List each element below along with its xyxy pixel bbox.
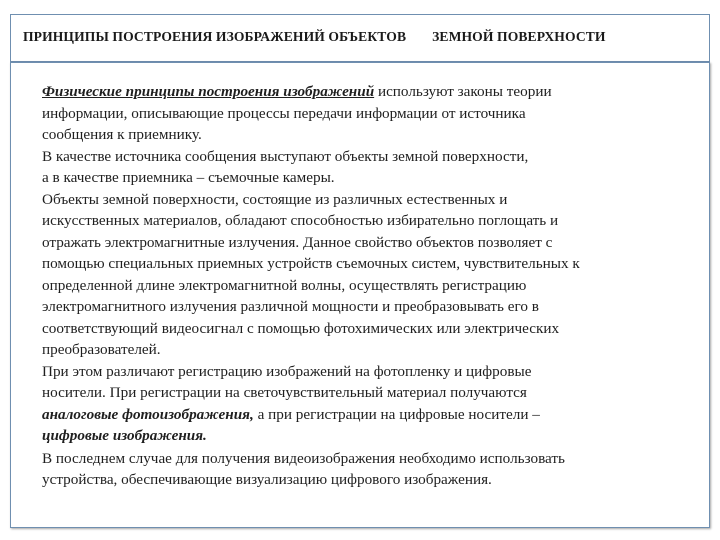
text-line-8: отражать электромагнитные излучения. Данное свойство объектов позволяет с (42, 234, 553, 251)
text-line-11: электромагнитного излучения различной мощности и преобразовывать его в (42, 298, 539, 315)
text-line-15: носители. При регистрации на светочувствительный материал получаются (42, 384, 527, 401)
text-line-10: определенной длине электромагнитной волны, осуществлять регистрацию (42, 277, 527, 294)
text-line-5: а в качестве приемника – съемочные камеры. (42, 169, 335, 186)
slide-title (10, 14, 710, 62)
title-part-2: ЗЕМНОЙ ПОВЕРХНОСТИ (432, 29, 606, 44)
text-line-6: Объекты земной поверхности, состоящие из различных естественных и (42, 191, 508, 208)
text-line-16-rest: а при регистрации на цифровые носители – (253, 406, 540, 423)
text-line-19: устройства, обеспечивающие визуализацию цифрового изображения. (42, 471, 492, 488)
text-line-2: информации, описывающие процессы передачи информации от источника (42, 105, 526, 122)
text-line-17 (42, 426, 207, 445)
text-line-3: сообщения к приемнику. (42, 126, 202, 143)
text-line-18: В последнем случае для получения видеоизображения необходимо использовать (42, 450, 565, 467)
text-line-13: преобразователей. (42, 341, 161, 358)
title-part-1: ПРИНЦИПЫ ПОСТРОЕНИЯ ИЗОБРАЖЕНИЙ ОБЪЕКТОВ (23, 29, 407, 44)
text-line-14: При этом различают регистрацию изображений на фотопленку и цифровые (42, 363, 532, 380)
text-line-16 (42, 405, 540, 424)
text-line-4: В качестве источника сообщения выступают объекты земной поверхности, (42, 148, 529, 165)
term-physical-principles: Физические принципы построения изображений (42, 83, 375, 100)
text-line-1-rest: используют законы теории (374, 83, 552, 100)
text-line-9: помощью специальных приемных устройств съемочных систем, чувствительных к (42, 255, 580, 272)
term-analog-images: аналоговые фотоизображения, (42, 406, 254, 423)
text-line-7: искусственных материалов, обладают способностью избирательно поглощать и (42, 212, 559, 229)
term-digital-images: цифровые изображения. (42, 427, 207, 444)
text-line-1 (42, 82, 552, 101)
text-line-12: соответствующий видеосигнал с помощью фотохимических или электрических (42, 320, 560, 337)
